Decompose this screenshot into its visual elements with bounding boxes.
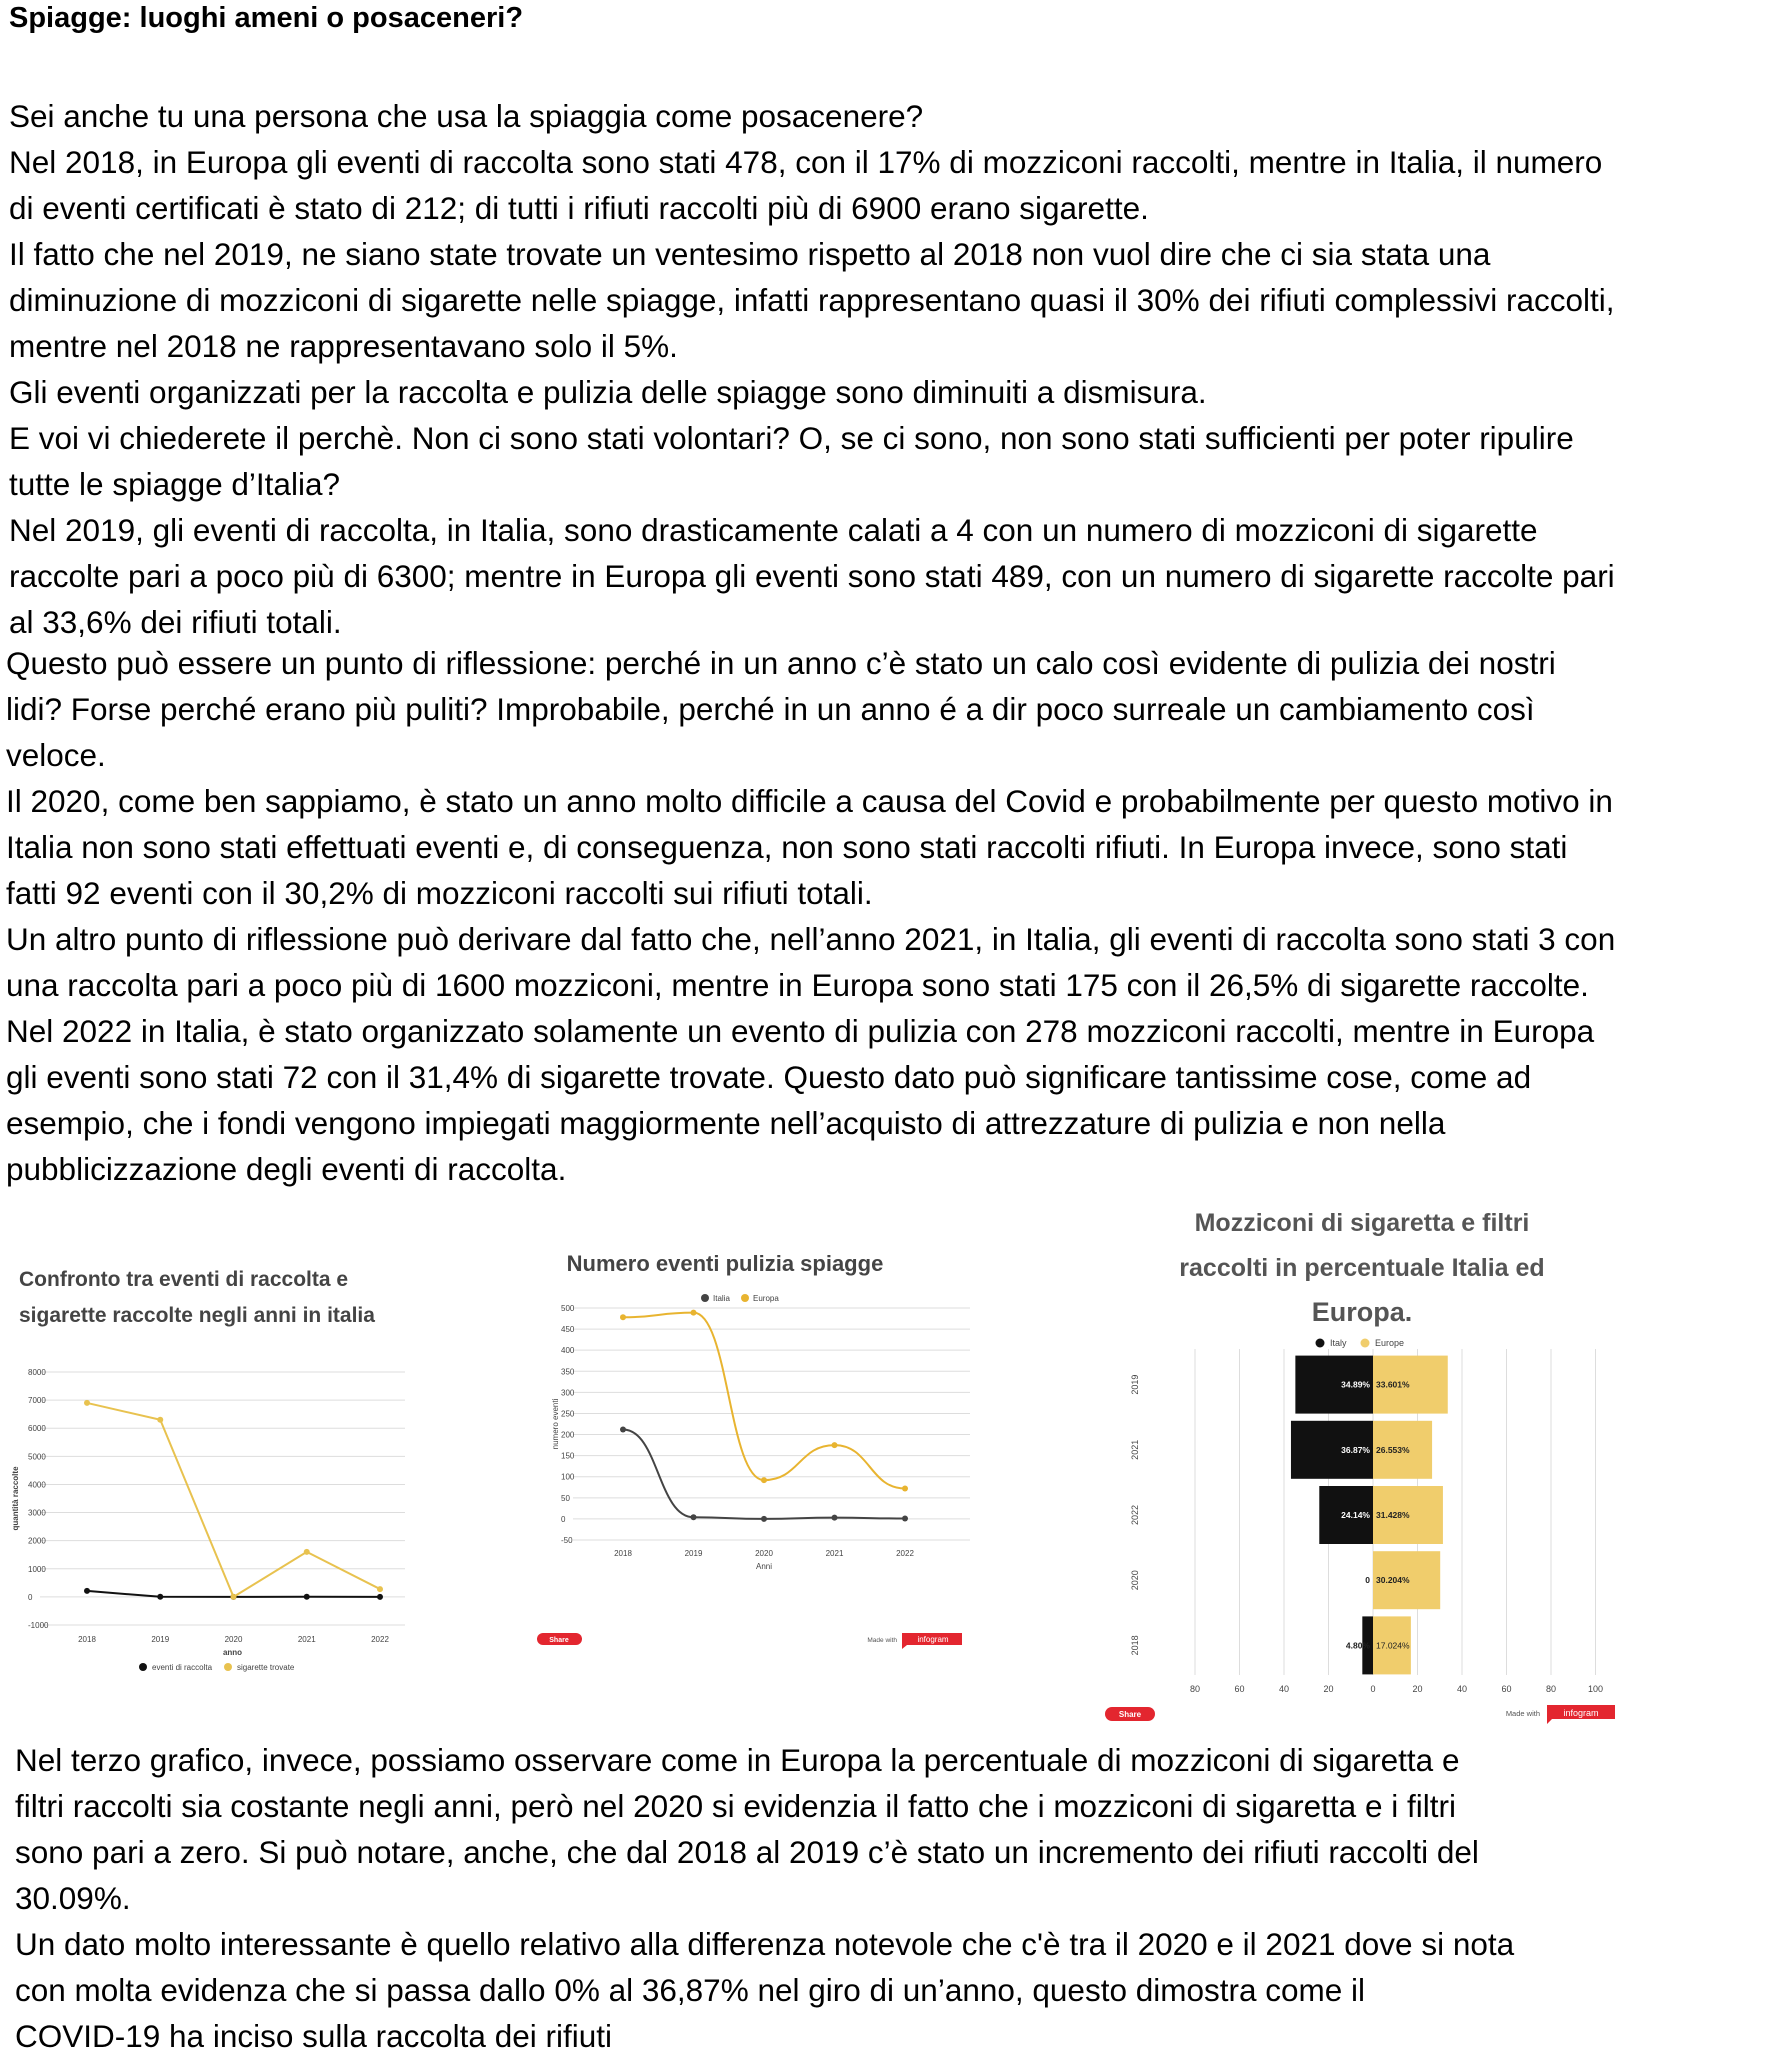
text-line: con molta evidenza che si passa dallo 0% al 36,87% nel giro di un’anno, questo dimostra come il xyxy=(15,1972,1366,2008)
x-tick-label: 2019 xyxy=(151,1635,170,1644)
legend-label: Europe xyxy=(1375,1338,1405,1348)
data-label: 30.204% xyxy=(1376,1575,1410,1586)
text-line: Gli eventi organizzati per la raccolta e pulizia delle spiagge sono diminuiti a dismisura. xyxy=(9,374,1207,410)
category-label: 2021 xyxy=(1130,1439,1140,1460)
x-tick-label: 60 xyxy=(1501,1684,1512,1694)
data-point xyxy=(620,1426,626,1432)
chart-title-line: sigarette raccolte negli anni in italia xyxy=(19,1304,375,1327)
data-label: 36.87% xyxy=(1341,1444,1370,1455)
y-tick-label: 50 xyxy=(561,1493,570,1503)
text-line: filtri raccolti sia costante negli anni, però nel 2020 si evidenzia il fatto che i mozziconi di sigaretta e i filtri xyxy=(15,1788,1456,1824)
data-label: 0 xyxy=(1365,1575,1370,1586)
y-tick-label: 150 xyxy=(561,1451,575,1461)
made-with-label: Made with xyxy=(867,1637,897,1644)
y-axis-label: numero eventi xyxy=(551,1398,560,1450)
text-line: fatti 92 eventi con il 30,2% di mozziconi raccolti sui rifiuti totali. xyxy=(6,875,873,911)
y-tick-label: 0 xyxy=(28,1592,33,1602)
legend-marker xyxy=(224,1663,232,1671)
data-point xyxy=(620,1314,626,1320)
data-label: 24.14% xyxy=(1341,1510,1370,1520)
y-tick-label: 300 xyxy=(561,1388,575,1398)
text-line: Il fatto che nel 2019, ne siano state trovate un ventesimo rispetto al 2018 non vuol dire che ci sia stata una xyxy=(9,236,1491,272)
x-tick-label: 2021 xyxy=(825,1549,844,1558)
data-point xyxy=(304,1549,310,1555)
data-label: 31.428% xyxy=(1376,1510,1410,1520)
text-line: COVID-19 ha inciso sulla raccolta dei rifiuti xyxy=(15,2018,612,2054)
data-point xyxy=(691,1310,697,1316)
legend-label: Europa xyxy=(753,1294,779,1303)
x-tick-label: 2019 xyxy=(684,1549,703,1558)
text-line: Nel terzo grafico, invece, possiamo osservare come in Europa la percentuale di mozziconi di sigaretta e xyxy=(15,1742,1460,1778)
paragraph-analysis xyxy=(6,640,1615,1192)
y-tick-label: 0 xyxy=(561,1514,566,1524)
x-tick-label: 2022 xyxy=(896,1549,914,1558)
text-line: Italia non sono stati effettuati eventi e, di conseguenza, non sono stati raccolti rifiuti. In Europa invece, sono stati xyxy=(6,829,1568,865)
x-tick-label: 80 xyxy=(1545,1684,1557,1694)
y-tick-label: 200 xyxy=(561,1430,575,1440)
y-tick-label: 500 xyxy=(561,1304,575,1313)
y-tick-label: 450 xyxy=(561,1325,575,1335)
y-tick-label: 1000 xyxy=(28,1564,46,1574)
y-tick-label: 100 xyxy=(561,1472,575,1482)
data-label: 26.553% xyxy=(1376,1444,1410,1455)
page-title: Spiagge: luoghi ameni o posaceneri? xyxy=(9,2,524,34)
y-tick-label: -1000 xyxy=(28,1621,49,1630)
data-point xyxy=(84,1400,90,1406)
category-label: 2022 xyxy=(1130,1504,1140,1526)
series-line xyxy=(623,1429,905,1518)
legend-label: Italia xyxy=(713,1294,730,1303)
text-line: tutte le spiagge d’Italia? xyxy=(9,466,340,502)
x-tick-label: 60 xyxy=(1234,1684,1245,1694)
x-tick-label: 40 xyxy=(1278,1684,1290,1694)
x-tick-label: 20 xyxy=(1412,1684,1423,1694)
paragraph-conclusion xyxy=(15,1737,1514,2059)
text-line: diminuzione di mozziconi di sigarette nelle spiagge, infatti rappresentano quasi il 30% dei rifiuti complessivi raccolti, xyxy=(9,282,1615,318)
y-tick-label: 2000 xyxy=(28,1536,46,1546)
text-line: Nel 2022 in Italia, è stato organizzato solamente un evento di pulizia con 278 mozziconi raccolti, mentre in Europa xyxy=(6,1013,1595,1049)
text-line: 30.09%. xyxy=(15,1880,131,1916)
chart-beach-cleanup-events xyxy=(535,1240,985,1660)
legend-marker xyxy=(741,1294,749,1302)
data-point xyxy=(832,1515,838,1521)
text-line: Un dato molto interessante è quello relativo alla differenza notevole che c'è tra il 2020 e il 2021 dove si nota xyxy=(15,1926,1515,1962)
y-tick-label: 5000 xyxy=(28,1452,46,1462)
data-point xyxy=(157,1417,163,1423)
legend-marker xyxy=(1361,1339,1370,1348)
category-label: 2018 xyxy=(1130,1635,1140,1656)
data-label: 17.024% xyxy=(1376,1640,1410,1651)
data-point xyxy=(761,1516,767,1522)
text-line: gli eventi sono stati 72 con il 31,4% di sigarette trovate. Questo dato può significare tantissime cose, come ad xyxy=(6,1059,1532,1095)
data-point xyxy=(902,1515,908,1521)
data-label: 33.601% xyxy=(1376,1379,1410,1390)
data-point xyxy=(761,1477,767,1483)
data-point xyxy=(377,1594,383,1600)
data-point xyxy=(157,1594,163,1600)
x-tick-label: 2020 xyxy=(755,1549,773,1558)
y-tick-label: 8000 xyxy=(28,1368,46,1377)
text-line: Nel 2019, gli eventi di raccolta, in Italia, sono drasticamente calati a 4 con un numero di mozziconi di sigarette xyxy=(9,512,1538,548)
data-point xyxy=(902,1486,908,1492)
series-line xyxy=(623,1313,905,1489)
infogram-label: infogram xyxy=(917,1635,949,1644)
y-tick-label: 6000 xyxy=(28,1424,46,1434)
text-line: una raccolta pari a poco più di 1600 mozziconi, mentre in Europa sono stati 175 con il 26,5% di sigarette raccolte. xyxy=(6,967,1589,1003)
x-tick-label: 20 xyxy=(1323,1684,1334,1694)
data-label: 4.80% xyxy=(1345,1640,1370,1651)
data-point xyxy=(304,1594,310,1600)
x-tick-label: 2022 xyxy=(371,1635,389,1644)
x-tick-label: 2021 xyxy=(297,1635,316,1644)
x-tick-label: 100 xyxy=(1587,1684,1604,1694)
x-tick-label: 2020 xyxy=(224,1635,243,1644)
y-axis-label: quantità raccolte xyxy=(11,1466,20,1531)
y-tick-label: 400 xyxy=(561,1346,575,1356)
series-line xyxy=(87,1403,380,1597)
legend-marker xyxy=(701,1294,709,1302)
chart-title-line: Europa. xyxy=(1311,1297,1413,1327)
infogram-label: infogram xyxy=(1563,1708,1599,1718)
x-tick-label: 0 xyxy=(1370,1684,1376,1694)
text-line: lidi? Forse perché erano più puliti? Improbabile, perché in un anno é a dir poco surreale un cambiamento così xyxy=(6,691,1535,727)
data-point xyxy=(832,1442,838,1448)
legend-label: sigarette trovate xyxy=(237,1663,295,1672)
text-line: raccolte pari a poco più di 6300; mentre in Europa gli eventi sono stati 489, con un numero di sigarette raccolte pari xyxy=(9,558,1615,594)
text-line: Nel 2018, in Europa gli eventi di raccolta sono stati 478, con il 17% di mozziconi raccolti, mentre in Italia, il numero xyxy=(9,144,1603,180)
text-line: Sei anche tu una persona che usa la spiaggia come posacenere? xyxy=(9,98,924,134)
share-label: Share xyxy=(1118,1710,1142,1719)
chart-cigarette-butts-percentage xyxy=(1100,1195,1630,1735)
y-tick-label: -50 xyxy=(561,1536,573,1545)
text-line: al 33,6% dei rifiuti totali. xyxy=(9,604,342,640)
data-point xyxy=(84,1588,90,1594)
share-button[interactable] xyxy=(537,1633,582,1645)
y-tick-label: 3000 xyxy=(28,1508,46,1518)
text-line: mentre nel 2018 ne rappresentavano solo il 5%. xyxy=(9,328,678,364)
text-line: pubblicizzazione degli eventi di raccolta. xyxy=(6,1151,567,1187)
y-tick-label: 350 xyxy=(561,1367,575,1377)
chart-title: Numero eventi pulizia spiagge xyxy=(566,1251,884,1276)
x-tick-label: 40 xyxy=(1456,1684,1468,1694)
x-tick-label: 2018 xyxy=(78,1635,96,1644)
data-point xyxy=(377,1586,383,1592)
text-line: veloce. xyxy=(6,737,106,773)
x-tick-label: 80 xyxy=(1189,1684,1201,1694)
category-label: 2020 xyxy=(1130,1570,1140,1591)
legend-marker xyxy=(1316,1339,1325,1348)
paragraph-intro xyxy=(9,93,1615,645)
text-line: Questo può essere un punto di riflessione: perché in un anno c’è stato un calo così evidente di pulizia dei nostri xyxy=(6,645,1556,681)
y-tick-label: 7000 xyxy=(28,1396,46,1406)
data-label: 34.89% xyxy=(1341,1379,1370,1390)
x-tick-label: 2018 xyxy=(614,1549,632,1558)
chart-title-line: Mozziconi di sigaretta e filtri xyxy=(1194,1209,1530,1237)
y-tick-label: 4000 xyxy=(28,1480,46,1490)
data-point xyxy=(691,1514,697,1520)
made-with-label: Made with xyxy=(1505,1709,1540,1718)
x-axis-label: anno xyxy=(222,1648,243,1657)
share-button[interactable] xyxy=(1105,1707,1155,1721)
legend-label: eventi di raccolta xyxy=(152,1663,213,1672)
text-line: Un altro punto di riflessione può derivare dal fatto che, nell’anno 2021, in Italia, gli eventi di raccolta sono stati 3 con xyxy=(6,921,1616,957)
legend-label: Italy xyxy=(1330,1338,1347,1348)
legend-marker xyxy=(139,1663,147,1671)
y-tick-label: 250 xyxy=(561,1409,575,1419)
category-label: 2019 xyxy=(1130,1374,1140,1395)
text-line: Il 2020, come ben sappiamo, è stato un anno molto difficile a causa del Covid e probabilmente per questo motivo in xyxy=(6,783,1613,819)
text-line: E voi vi chiederete il perchè. Non ci sono stati volontari? O, se ci sono, non sono stati sufficienti per poter ripulire xyxy=(9,420,1574,456)
text-line: di eventi certificati è stato di 212; di tutti i rifiuti raccolti più di 6900 erano sigarette. xyxy=(9,190,1149,226)
data-point xyxy=(231,1594,237,1600)
share-label: Share xyxy=(549,1637,569,1644)
chart-title-line: Confronto tra eventi di raccolta e xyxy=(19,1268,349,1291)
chart-italy-events-vs-cigarettes xyxy=(10,1262,420,1672)
text-line: esempio, che i fondi vengono impiegati maggiormente nell’acquisto di attrezzature di pulizia e non nella xyxy=(6,1105,1446,1141)
chart-title-line: raccolti in percentuale Italia ed xyxy=(1179,1254,1545,1282)
x-axis-label: Anni xyxy=(755,1562,773,1571)
text-line: sono pari a zero. Si può notare, anche, che dal 2018 al 2019 c’è stato un incremento dei rifiuti raccolti del xyxy=(15,1834,1479,1870)
